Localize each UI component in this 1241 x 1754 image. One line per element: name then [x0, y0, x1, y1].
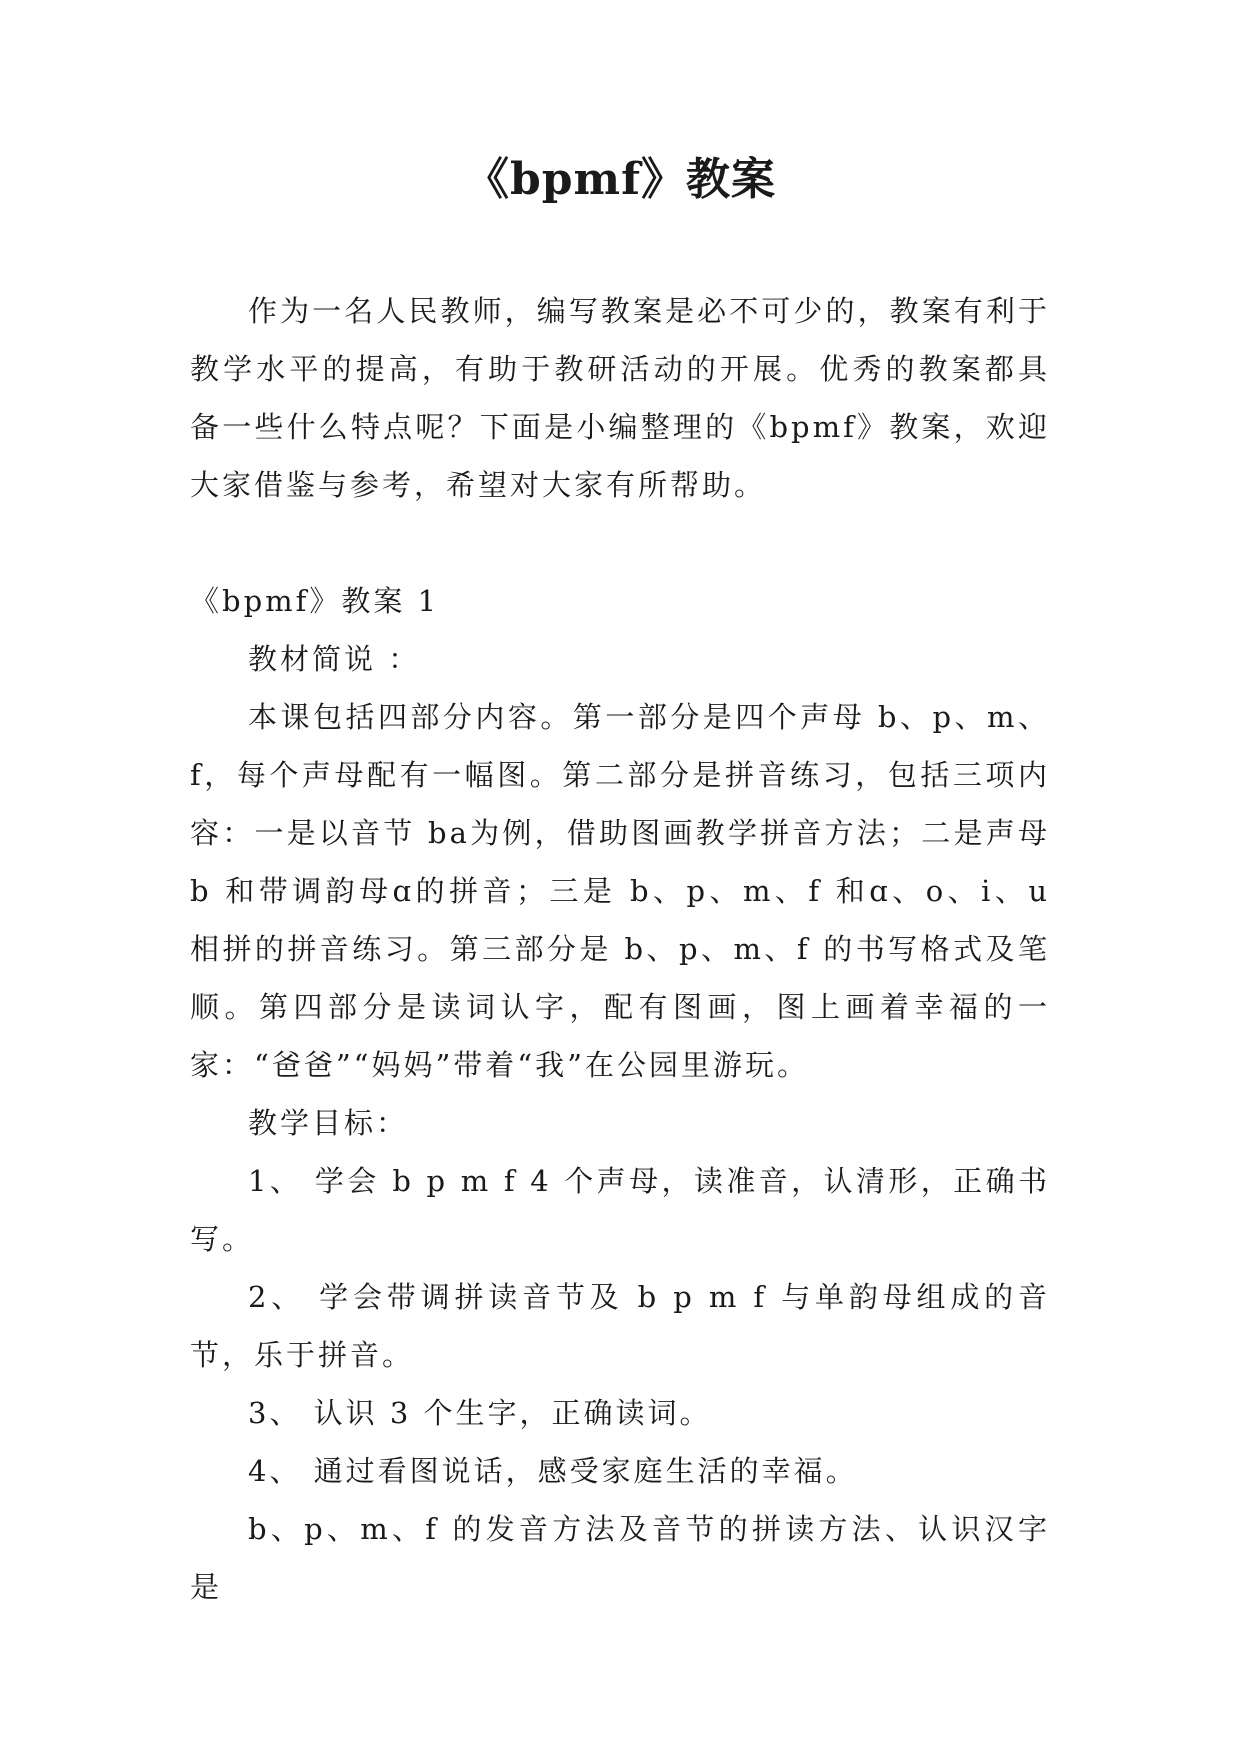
goals-label: 教学目标： [248, 1106, 409, 1140]
material-paragraph: 本课包括四部分内容。第一部分是四个声母 b、p、m、f，每个声母配有一幅图。第二部分是拼音练习，包括三项内容：一是以音节 ba为例，借助图画教学拼音方法；二是声母 b 和带调韵母ɑ的拼音；三是 b、p、m、f 和ɑ、o、i、u 相拼的拼音练习。第三部分是 b、p、m、f 的书写格式及笔顺。第四部分是读词认字，配有图画，图上画着幸福的一家：“爸爸”“妈妈”带着“我”在公园里游玩。 [190, 700, 1050, 1082]
goal-item-4: 4、 通过看图说话，感受家庭生活的幸福。 [248, 1454, 858, 1488]
material-label: 教材简说 ： [248, 642, 421, 676]
goal-item-2: 2、 学会带调拼读音节及 b p m f 与单韵母组成的音节，乐于拼音。 [190, 1280, 1050, 1372]
section-heading: 《bpmf》教案 1 [190, 584, 440, 618]
document-title: 《bpmf》教案 [464, 154, 776, 205]
goal-item-3: 3、 认识 3 个生字，正确读词。 [248, 1396, 712, 1430]
intro-paragraph: 作为一名人民教师，编写教案是必不可少的，教案有利于教学水平的提高，有助于教研活动的开展。优秀的教案都具备一些什么特点呢？下面是小编整理的《bpmf》教案，欢迎大家借鉴与参考，希望对大家有所帮助。 [190, 294, 1050, 502]
document-body [190, 282, 1050, 1616]
goal-item-1: 1、 学会 b p m f 4 个声母，读准音，认清形，正确书写。 [190, 1164, 1050, 1256]
key-points-line: b、p、m、f 的发音方法及音节的拼读方法、认识汉字是 [190, 1512, 1050, 1604]
